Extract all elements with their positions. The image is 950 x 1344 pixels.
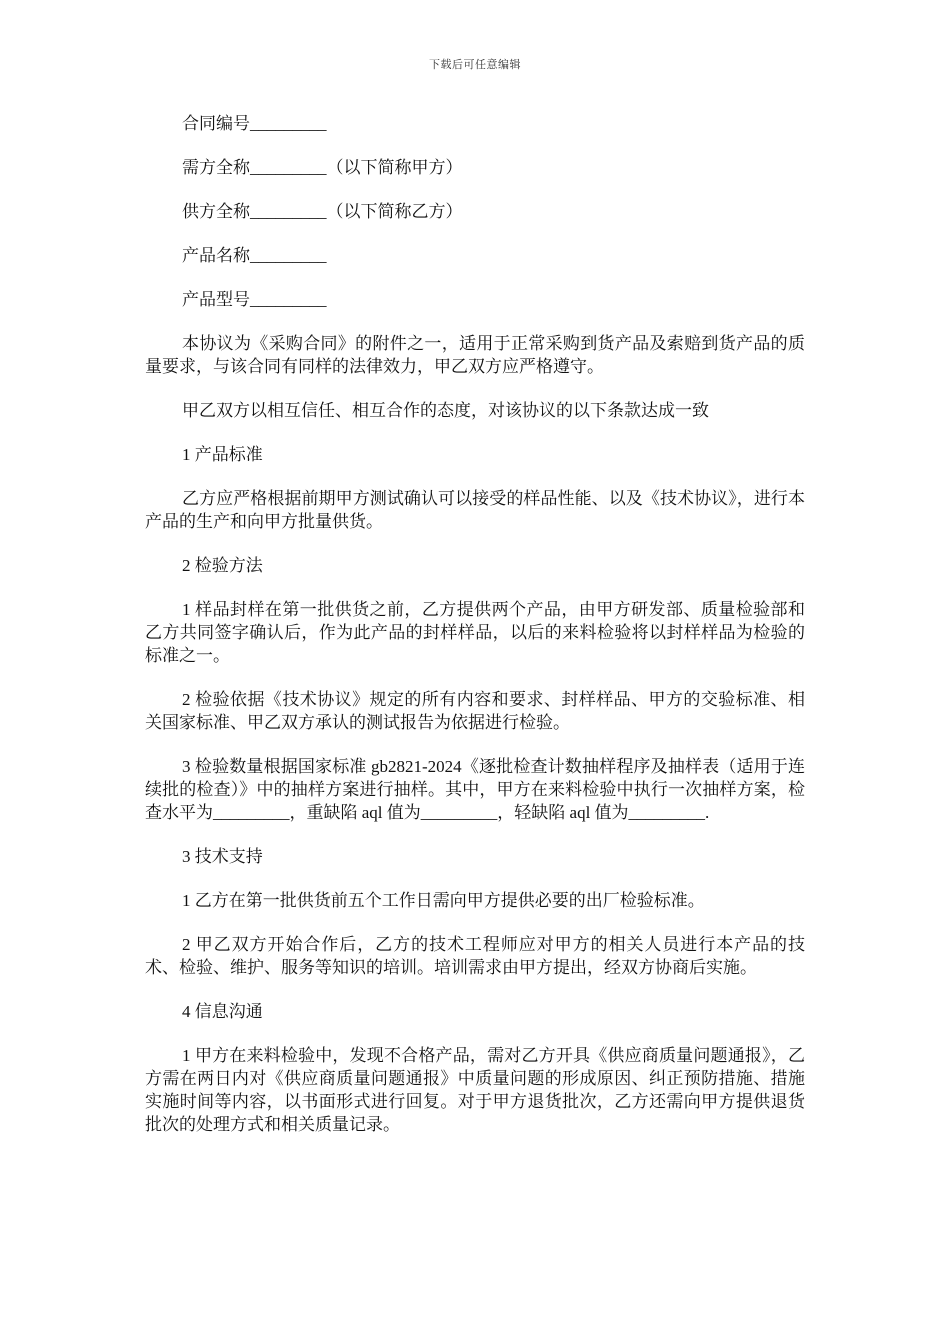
paragraph-agreement: 甲乙双方以相互信任、相互合作的态度，对该协议的以下条款达成一致 bbox=[182, 401, 709, 420]
field-contract-number: 合同编号_________ bbox=[182, 114, 327, 133]
paragraph-intro: 本协议为《采购合同》的附件之一，适用于正常采购到货产品及索赔到货产品的质量要求，与该合同有同样的法律效力，甲乙双方应严格遵守。 bbox=[145, 334, 805, 376]
field-supplier-name: 供方全称_________（以下简称乙方） bbox=[182, 202, 463, 221]
paragraph-communication-1: 1 甲方在来料检验中，发现不合格产品，需对乙方开具《供应商质量问题通报》，乙方需在两日内对《供应商质量问题通报》中质量问题的形成原因、纠正预防措施、措施实施时间等内容，以书面形式进行回复。对于甲方退货批次，乙方还需向甲方提供退货批次的处理方式和相关质量记录。 bbox=[145, 1046, 805, 1134]
paragraph-inspection-3: 3 检验数量根据国家标准 gb2821-2024《逐批检查计数抽样程序及抽样表（适用于连续批的检查）》中的抽样方案进行抽样。其中，甲方在来料检验中执行一次抽样方案，检查水平为_________，重缺陷 aql 值为_________，轻缺陷 aql 值为_________. bbox=[145, 757, 805, 822]
section-heading-communication: 4 信息沟通 bbox=[182, 1002, 263, 1021]
section-heading-inspection-method: 2 检验方法 bbox=[182, 556, 263, 575]
field-product-model: 产品型号_________ bbox=[182, 290, 327, 309]
paragraph-product-standard: 乙方应严格根据前期甲方测试确认可以接受的样品性能、以及《技术协议》，进行本产品的生产和向甲方批量供货。 bbox=[145, 489, 805, 531]
section-heading-product-standard: 1 产品标准 bbox=[182, 445, 263, 464]
field-buyer-name: 需方全称_________（以下简称甲方） bbox=[182, 158, 463, 177]
header-note: 下载后可任意编辑 bbox=[429, 59, 521, 71]
section-heading-technical-support: 3 技术支持 bbox=[182, 847, 263, 866]
paragraph-inspection-1: 1 样品封样在第一批供货之前，乙方提供两个产品，由甲方研发部、质量检验部和乙方共同签字确认后，作为此产品的封样样品，以后的来料检验将以封样样品为检验的标准之一。 bbox=[145, 600, 805, 665]
paragraph-inspection-2: 2 检验依据《技术协议》规定的所有内容和要求、封样样品、甲方的交验标准、相关国家标准、甲乙双方承认的测试报告为依据进行检验。 bbox=[145, 690, 805, 732]
paragraph-support-2: 2 甲乙双方开始合作后，乙方的技术工程师应对甲方的相关人员进行本产品的技术、检验、维护、服务等知识的培训。培训需求由甲方提出，经双方协商后实施。 bbox=[145, 935, 805, 977]
document-body bbox=[145, 112, 805, 1157]
field-product-name: 产品名称_________ bbox=[182, 246, 327, 265]
paragraph-support-1: 1 乙方在第一批供货前五个工作日需向甲方提供必要的出厂检验标准。 bbox=[182, 891, 705, 910]
